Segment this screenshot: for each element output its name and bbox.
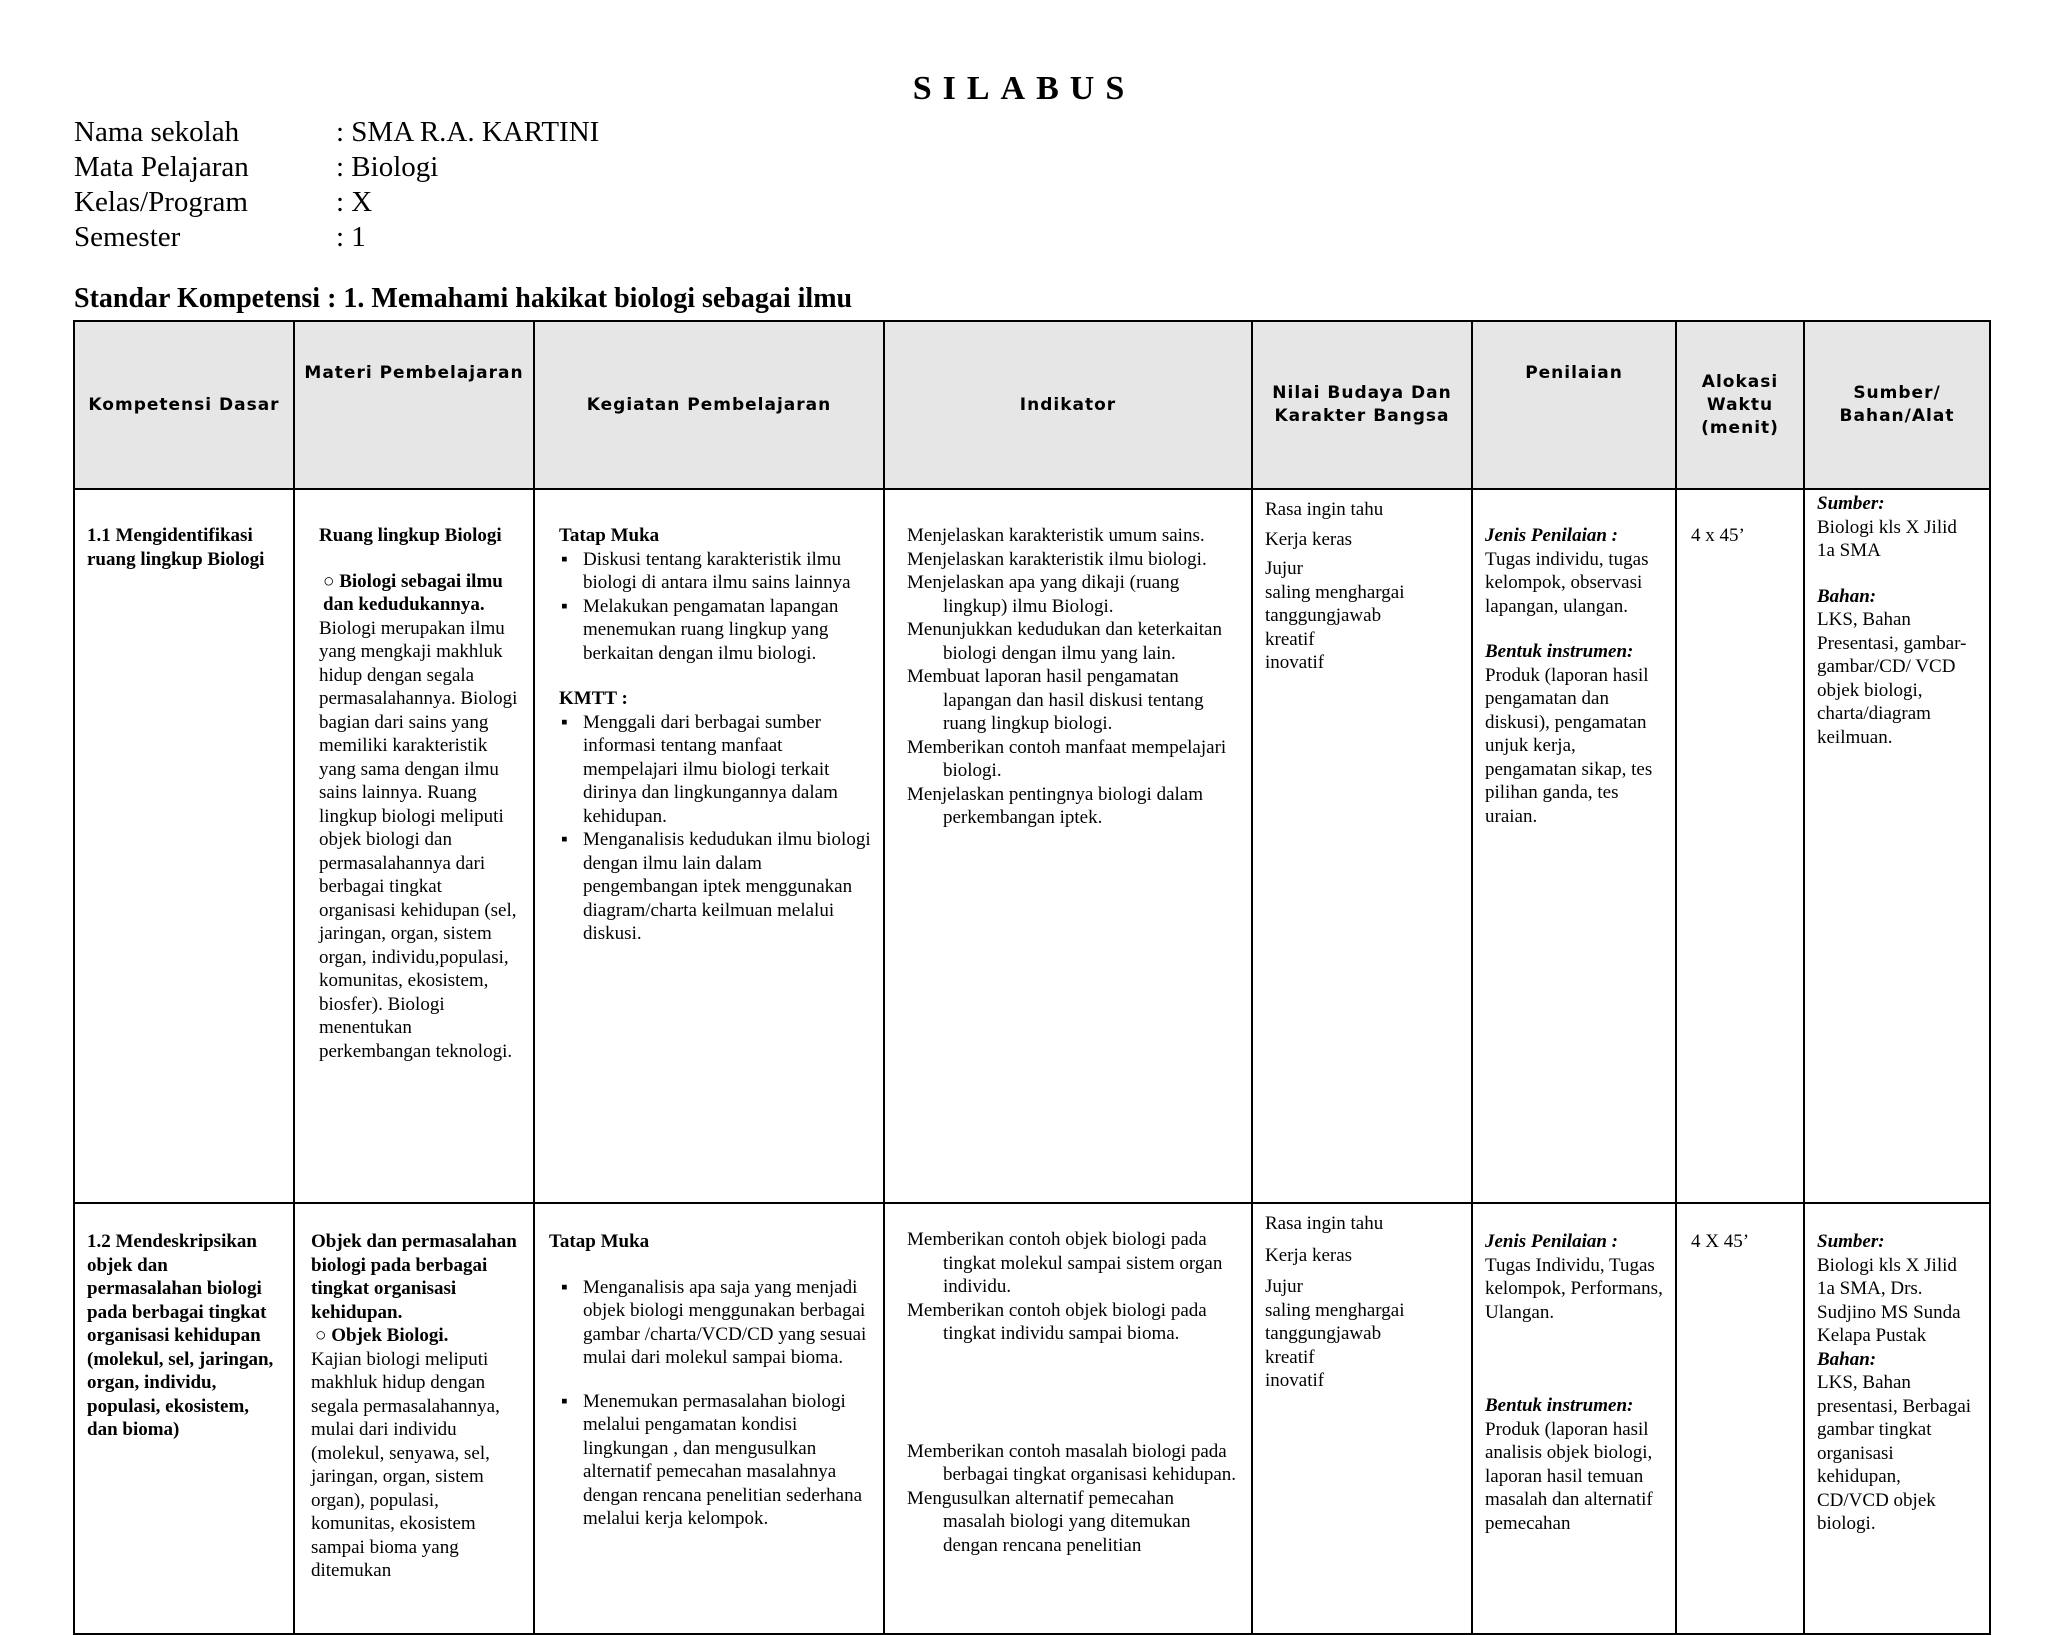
nilai-item: kreatif [1265,628,1315,650]
alokasi-waktu: 4 X 45’ [1691,1231,1750,1252]
nilai-item: saling menghargai [1265,581,1405,603]
nilai-item: Jujur [1265,558,1303,579]
meta-label: Mata Pelajaran [74,151,249,183]
materi-subtopic: ○ Biologi sebagai ilmu dan kedudukannya. [323,570,503,615]
kegiatan-list [549,1276,871,1531]
header-materi: Materi Pembelajaran [294,321,534,489]
meta-value: : 1 [336,221,366,253]
meta-value: : X [336,186,373,218]
nilai-item: saling menghargai [1265,1299,1405,1321]
nilai-item: tanggungjawab [1265,1323,1382,1344]
list-item: ▪ Melakukan pengamatan lapangan menemukan ruang lingkup yang berkaitan dengan ilmu biologi. [583,595,871,666]
table-row [74,489,1990,1203]
kegiatan-list [559,548,871,666]
list-item: ▪ Menemukan permasalahan biologi melalui pengamatan kondisi lingkungan , dan mengusulkan alternatif pemecahan masalahnya dengan rencana penelitian sederhana melalui kerja kelompok. [583,1390,871,1531]
list-item: ▪ Menganalisis apa saja yang menjadi objek biologi menggunakan berbagai gambar /charta/VCD/CD yang sesuai mulai dari molekul sampai bioma. [583,1276,871,1370]
materi-title: Objek dan permasalahan biologi pada berbagai tingkat organisasi kehidupan. [311,1231,517,1323]
nilai-item: tanggungjawab [1265,605,1382,626]
header-nilai-budaya: Nilai Budaya Dan Karakter Bangsa [1252,321,1472,489]
sumber-label: Sumber: [1817,1231,1885,1252]
header-indikator: Indikator [884,321,1252,489]
nilai-item: Kerja keras [1265,528,1353,550]
list-item: ▪ Menganalisis kedudukan ilmu biologi dengan ilmu lain dalam pengembangan iptek menggunakan diagram/charta keilmuan melalui diskusi. [583,828,871,946]
bahan-text: LKS, Bahan Presentasi, gambar-gambar/CD/ VCD objek biologi, charta/diagram keilmuan. [1817,609,1967,748]
materi-text: Kajian biologi meliputi makhluk hidup dengan segala permasalahannya, mulai dari individu (molekul, senyawa, sel, jaringan, organ, sistem organ), populasi, komunitas, ekosistem sampai bioma yang ditemukan [311,1348,500,1581]
kompetensi-dasar-text: 1.1 Mengidentifikasi ruang lingkup Biologi [87,525,265,570]
header-sumber: Sumber/ Bahan/Alat [1804,321,1990,489]
indikator-item: Memberikan contoh masalah biologi pada berbagai tingkat organisasi kehidupan. [907,1440,1237,1485]
indikator-item: Menunjukkan kedudukan dan keterkaitan biologi dengan ilmu yang lain. [907,619,1222,664]
nilai-item: Kerja keras [1265,1244,1353,1266]
penilaian-jenis-label: Jenis Penilaian : [1485,1231,1619,1252]
meta-row-semester [74,220,599,255]
header-kompetensi-dasar: Kompetensi Dasar [74,321,294,489]
meta-row-subject [74,150,599,185]
bahan-label: Bahan: [1817,1348,1877,1370]
indikator-item: Menjelaskan pentingnya biologi dalam perkembangan iptek. [907,783,1204,828]
indikator-item: Menjelaskan karakteristik ilmu biologi. [907,548,1207,570]
table-row [74,1203,1990,1634]
meta-label: Nama sekolah [74,116,240,148]
table-header-row [74,321,1990,489]
list-item: ▪ Menggali dari berbagai sumber informasi tentang manfaat mempelajari ilmu biologi terkait dirinya dan lingkungannya dalam kehidupan. [583,711,871,829]
kegiatan-heading: KMTT : [559,688,628,709]
kegiatan-list [559,711,871,946]
nilai-item: inovatif [1265,1370,1325,1391]
nilai-item: Rasa ingin tahu [1265,1213,1384,1234]
indikator-item: Mengusulkan alternatif pemecahan masalah biologi yang ditemukan dengan rencana penelitian [907,1487,1191,1556]
meta-value: : Biologi [336,151,439,183]
nilai-item: Jujur [1265,1276,1303,1297]
meta-value: : SMA R.A. KARTINI [336,116,600,148]
materi-title: Ruang lingkup Biologi [319,525,502,546]
penilaian-jenis: Tugas Individu, Tugas kelompok, Performans, Ulangan. [1485,1254,1663,1323]
document-title: SILABUS [912,70,1136,107]
penilaian-bentuk: Produk (laporan hasil pengamatan dan diskusi), pengamatan unjuk kerja, pengamatan sikap, tes pilihan ganda, tes uraian. [1485,664,1653,827]
list-item: ▪ Diskusi tentang karakteristik ilmu biologi di antara ilmu sains lainnya [583,548,871,595]
kegiatan-heading: Tatap Muka [549,1231,650,1252]
sumber-label: Sumber: [1817,493,1885,514]
indikator-item: Memberikan contoh manfaat mempelajari biologi. [907,736,1227,781]
materi-subtopic: ○ Objek Biologi. [315,1325,449,1346]
header-penilaian: Penilaian [1472,321,1676,489]
indikator-item: Menjelaskan apa yang dikaji (ruang lingkup) ilmu Biologi. [907,572,1180,617]
bahan-label: Bahan: [1817,585,1877,607]
alokasi-waktu: 4 x 45’ [1691,525,1745,546]
penilaian-bentuk: Produk (laporan hasil analisis objek biologi, laporan hasil temuan masalah dan alternatif pemecahan [1485,1418,1653,1534]
sumber-text: Biologi kls X Jilid 1a SMA [1817,516,1957,561]
header-alokasi-waktu: Alokasi Waktu (menit) [1676,321,1804,489]
kegiatan-heading: Tatap Muka [559,525,660,546]
meta-row-class [74,185,599,220]
indikator-item: Menjelaskan karakteristik umum sains. [907,525,1205,546]
nilai-item: kreatif [1265,1346,1315,1368]
indikator-item: Memberikan contoh objek biologi pada tingkat individu sampai bioma. [907,1299,1207,1344]
meta-row-school [74,115,599,150]
bahan-text: LKS, Bahan presentasi, Berbagai gambar tingkat organisasi kehidupan, CD/VCD objek biologi. [1817,1372,1972,1534]
school-info [74,115,599,255]
kompetensi-dasar-text: 1.2 Mendeskripsikan objek dan permasalahan biologi pada berbagai tingkat organisasi kehidupan (molekul, sel, jaringan, organ, individu, populasi, ekosistem, dan bioma) [87,1231,274,1440]
standar-kompetensi: Standar Kompetensi : 1. Memahami hakikat biologi sebagai ilmu [74,283,853,314]
indikator-item: Membuat laporan hasil pengamatan lapangan dan hasil diskusi tentang ruang lingkup biologi. [907,666,1204,734]
indikator-item: Memberikan contoh objek biologi pada tingkat molekul sampai sistem organ individu. [907,1229,1223,1297]
meta-label: Semester [74,221,181,253]
nilai-item: Rasa ingin tahu [1265,499,1384,520]
penilaian-jenis: Tugas individu, tugas kelompok, observasi lapangan, ulangan. [1485,548,1649,617]
nilai-item: inovatif [1265,652,1325,673]
penilaian-jenis-label: Jenis Penilaian : [1485,525,1619,546]
penilaian-bentuk-label: Bentuk instrumen: [1485,641,1634,662]
materi-text: Biologi merupakan ilmu yang mengkaji makhluk hidup dengan segala permasalahannya. Biologi bagian dari sains yang memiliki karakteristik yang sama dengan ilmu sains lainnya. Ruang lingkup biologi meliputi objek biologi dan permasalahannya dari berbagai tingkat organisasi kehidupan (sel, jaringan, organ, sistem organ, individu,populasi, komunitas, ekosistem, biosfer). Biologi menentukan perkembangan teknologi. [319,617,518,1062]
penilaian-bentuk-label: Bentuk instrumen: [1485,1395,1634,1416]
meta-label: Kelas/Program [74,186,248,218]
header-kegiatan: Kegiatan Pembelajaran [534,321,884,489]
syllabus-table [73,320,1991,1635]
sumber-text: Biologi kls X Jilid 1a SMA, Drs. Sudjino MS Sunda Kelapa Pustak [1817,1254,1961,1346]
